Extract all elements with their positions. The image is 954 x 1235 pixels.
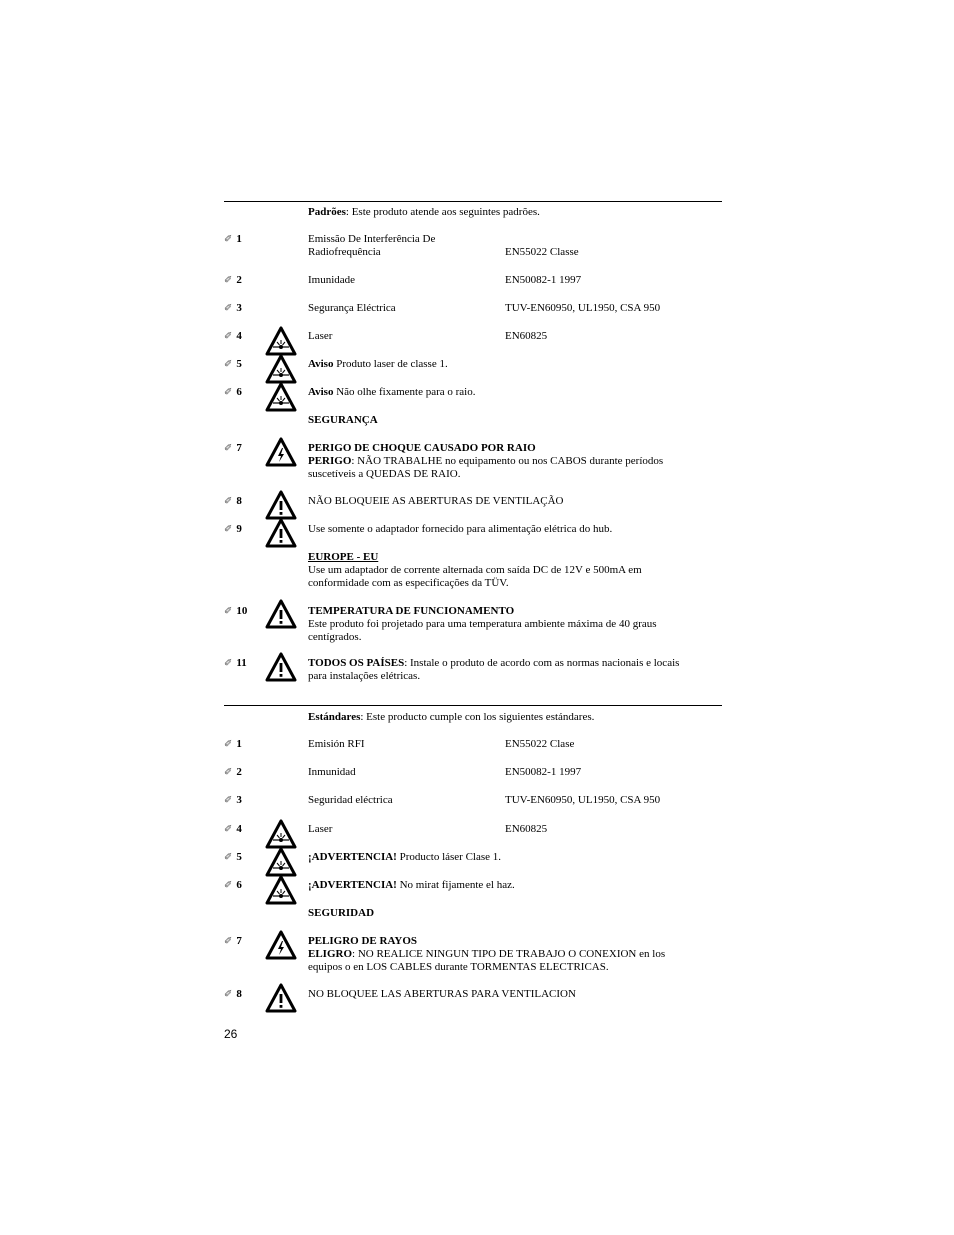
pen-icon: ✐ bbox=[224, 524, 233, 535]
laser-warning-icon bbox=[265, 354, 297, 384]
standard-label: Emissão De Interferência De Radiofrequência bbox=[308, 233, 436, 258]
laser-warning-icon bbox=[265, 819, 297, 849]
warning-text: Aviso Produto laser de classe 1. bbox=[308, 358, 448, 370]
pen-icon: ✐ bbox=[224, 880, 233, 891]
item-number: ✐ 6 bbox=[224, 386, 242, 398]
exclamation-warning-icon bbox=[265, 983, 297, 1013]
item-number: ✐ 10 bbox=[224, 605, 248, 617]
lightning-warning: PELIGRO DE RAYOS ELIGRO: NO REALICE NINGUN TIPO DE TRABAJO O CONEXION en los equipos o en LOS CABLES durante TORMENTAS ELECTRICAS. bbox=[308, 935, 666, 973]
pt-intro: Padrões: Este produto atende aos seguintes padrões. bbox=[308, 206, 540, 218]
installation-warning: TODOS OS PAÍSES: Instale o produto de acordo com as normas nacionais e locais para instalações elétricas. bbox=[308, 657, 680, 682]
warning-text: ¡ADVERTENCIA! Producto láser Clase 1. bbox=[308, 851, 502, 863]
item-number: ✐ 4 bbox=[224, 330, 242, 342]
section-divider bbox=[224, 705, 722, 706]
pen-icon: ✐ bbox=[224, 852, 233, 863]
exclamation-warning-icon bbox=[265, 518, 297, 548]
standard-label: Segurança Eléctrica bbox=[308, 302, 396, 314]
ventilation-warning: NÃO BLOQUEIE AS ABERTURAS DE VENTILAÇÃO bbox=[308, 495, 564, 507]
section-divider bbox=[224, 201, 722, 202]
pen-icon: ✐ bbox=[224, 739, 233, 750]
lightning-warning-icon bbox=[265, 437, 297, 467]
adapter-warning: Use somente o adaptador fornecido para alimentação elétrica do hub. bbox=[308, 523, 613, 535]
laser-warning-icon bbox=[265, 847, 297, 877]
pen-icon: ✐ bbox=[224, 387, 233, 398]
item-number: ✐ 1 bbox=[224, 233, 242, 245]
pen-icon: ✐ bbox=[224, 936, 233, 947]
standard-label: Inmunidad bbox=[308, 766, 356, 778]
pen-icon: ✐ bbox=[224, 989, 233, 1000]
laser-warning-icon bbox=[265, 326, 297, 356]
standard-label: Laser bbox=[308, 330, 333, 342]
item-number: ✐ 2 bbox=[224, 766, 242, 778]
item-number: ✐ 8 bbox=[224, 988, 242, 1000]
warning-text: Aviso Não olhe fixamente para o raio. bbox=[308, 386, 476, 398]
pen-icon: ✐ bbox=[224, 767, 233, 778]
standard-label: Imunidade bbox=[308, 274, 356, 286]
exclamation-warning-icon bbox=[265, 490, 297, 520]
standard-value: EN55022 Classe bbox=[505, 246, 579, 258]
pen-icon: ✐ bbox=[224, 606, 233, 617]
item-number: ✐ 11 bbox=[224, 657, 247, 669]
standard-value: EN50082-1 1997 bbox=[505, 274, 582, 286]
warning-text: ¡ADVERTENCIA! No mirat fijamente el haz. bbox=[308, 879, 515, 891]
pen-icon: ✐ bbox=[224, 824, 233, 835]
pen-icon: ✐ bbox=[224, 275, 233, 286]
europe-note: EUROPE - EU Use um adaptador de corrente alternada com saída DC de 12V e 500mA em conformidade com as especificações da TÜV. bbox=[308, 551, 642, 589]
pen-icon: ✐ bbox=[224, 496, 233, 507]
laser-warning-icon bbox=[265, 382, 297, 412]
item-number: ✐ 9 bbox=[224, 523, 242, 535]
standard-label: Seguridad eléctrica bbox=[308, 794, 393, 806]
page-number: 26 bbox=[224, 1027, 238, 1041]
standard-label: Laser bbox=[308, 823, 333, 835]
exclamation-warning-icon bbox=[265, 599, 297, 629]
item-number: ✐ 3 bbox=[224, 302, 242, 314]
safety-heading: SEGURIDAD bbox=[308, 907, 375, 919]
safety-heading: SEGURANÇA bbox=[308, 414, 378, 426]
pen-icon: ✐ bbox=[224, 303, 233, 314]
pen-icon: ✐ bbox=[224, 795, 233, 806]
item-number: ✐ 5 bbox=[224, 358, 242, 370]
lightning-warning-icon bbox=[265, 930, 297, 960]
pen-icon: ✐ bbox=[224, 443, 233, 454]
item-number: ✐ 5 bbox=[224, 851, 242, 863]
standard-value: EN60825 bbox=[505, 823, 548, 835]
standard-label: Emisión RFI bbox=[308, 738, 365, 750]
ventilation-warning: NO BLOQUEE LAS ABERTURAS PARA VENTILACION bbox=[308, 988, 576, 1000]
exclamation-warning-icon bbox=[265, 652, 297, 682]
pen-icon: ✐ bbox=[224, 658, 233, 669]
item-number: ✐ 7 bbox=[224, 935, 242, 947]
standard-value: TUV-EN60950, UL1950, CSA 950 bbox=[505, 302, 661, 314]
item-number: ✐ 3 bbox=[224, 794, 242, 806]
temperature-warning: TEMPERATURA DE FUNCIONAMENTO Este produto foi projetado para uma temperatura ambiente máxima de 40 graus centígrados. bbox=[308, 605, 657, 643]
item-number: ✐ 7 bbox=[224, 442, 242, 454]
laser-warning-icon bbox=[265, 875, 297, 905]
standard-value: EN60825 bbox=[505, 330, 548, 342]
standard-value: EN55022 Clase bbox=[505, 738, 575, 750]
item-number: ✐ 2 bbox=[224, 274, 242, 286]
standard-value: EN50082-1 1997 bbox=[505, 766, 582, 778]
pen-icon: ✐ bbox=[224, 359, 233, 370]
item-number: ✐ 8 bbox=[224, 495, 242, 507]
pen-icon: ✐ bbox=[224, 331, 233, 342]
item-number: ✐ 6 bbox=[224, 879, 242, 891]
pen-icon: ✐ bbox=[224, 234, 233, 245]
lightning-warning: PERIGO DE CHOQUE CAUSADO POR RAIO PERIGO: NÃO TRABALHE no equipamento ou nos CABOS durante períodos suscetíveis a QUEDAS DE RAIO. bbox=[308, 442, 664, 480]
item-number: ✐ 1 bbox=[224, 738, 242, 750]
standard-value: TUV-EN60950, UL1950, CSA 950 bbox=[505, 794, 661, 806]
item-number: ✐ 4 bbox=[224, 823, 242, 835]
es-intro: Estándares: Este producto cumple con los siguientes estándares. bbox=[308, 711, 595, 723]
